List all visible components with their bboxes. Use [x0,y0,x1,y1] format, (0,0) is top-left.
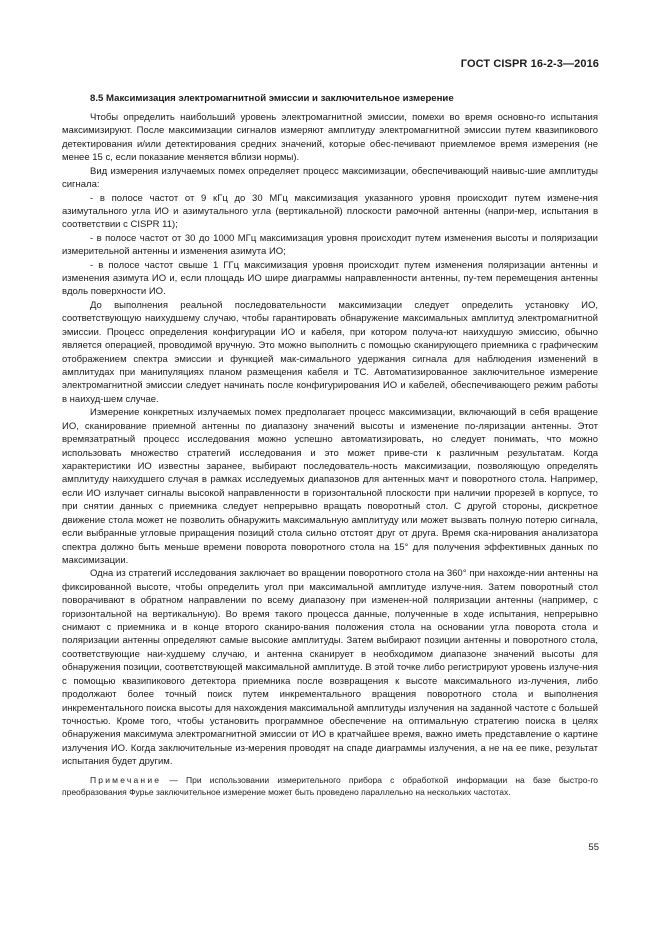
list-item: - в полосе частот от 9 кГц до 30 МГц максимизация указанного уровня происходит путем измене-ния азимутального угла ИО и азимутального угла (вертикальной) плоскости рамочной антенны (напри-мер, испытания в соответствии с CISPR 11); [62,192,598,231]
page-number: 55 [588,842,599,853]
note-text: При использовании измерительного прибора с обработкой информации на базе быстро-го преобразования Фурье заключительное измерение может быть проведено параллельно на нескольких частотах. [62,774,598,797]
note-label: Примечание [90,774,162,785]
document-code: ГОСТ CISPR 16-2-3—2016 [460,58,599,70]
section-heading: 8.5 Максимизация электромагнитной эмиссии и заключительное измерение [90,93,454,104]
paragraph: Чтобы определить наибольший уровень электромагнитной эмиссии, помехи во время основно-го испытания максимизируют. После максимизации сигналов измеряют амплитуду электромагнитной эмиссии путем квазипикового детектирования и/или детектирования средних значений, которые обес-печивают приемлемое время измерения (не менее 15 с, если показание меняется вблизи нормы). [62,112,598,164]
note [62,774,598,798]
note-dash: — [161,774,187,785]
paragraph: Вид измерения излучаемых помех определяет процесс максимизации, обеспечивающий наивыс-шие амплитуды сигнала: [62,165,598,191]
list-item: - в полосе частот свыше 1 ГГц максимизация уровня происходит путем изменения поляризации антенны и изменения азимута ИО и, если площадь ИО шире диаграммы направленности антенны, пу-тем перемещения антенны вдоль поверхности ИО. [62,259,598,298]
paragraph: Одна из стратегий исследования заключает во вращении поворотного стола на 360° при нахожде-нии антенны на фиксированной высоте, чтобы определить угол при максимальной амплитуде излуче-ния. Затем поворотный стол поворачивают в обратном направлении по всему диапазону при изменен-ной поляризации антенны (например, с горизонтальной на вертикальную). Во время такого процесса данные, полученные в ходе испытания, непрерывно снимают с приемника и в конце второго сканиро-вания положения стола на основании угла поворота стола и поляризации антенны определяют самые высокие амплитуды. Затем выбирают позиции антенны и поворотного стола, соответствующие наи-худшему случаю, и антенна сканирует в необходимом диапазоне значений высоты для обнаружения позиции, соответствующей максимальной амплитуде. В этой точке либо регистрируют уровень излуче-ния с помощью квазипикового детектора приемника после возвращения к высоте максимального из-лучения, либо продолжают более точный поиск путем инкрементального вращения поворотного стола и выполнения инкрементального поиска высоты для нахождения максимальной амплитуды излучения на заданной частоте с большей точностью. Кроме того, чтобы установить программное обеспечение на оптимальную стратегию поиска в целях обнаружения максимума электромагнитной эмиссии от ИО в кратчайшее время, важно иметь представление о картине излучения ИО. Когда заключительные из-мерения проводят на спаде диаграммы излучения, а не на ее пике, результат испытания будет другим. [62,568,598,768]
page-content [62,92,598,798]
paragraph: До выполнения реальной последовательности максимизации следует определить установку ИО, соответствующую наихудшему случаю, чтобы гарантировать обнаружение максимальных амплитуд электромагнитной эмиссии. Процесс определения конфигурации ИО и кабеля, при котором получа-ют наихудшую эмиссию, обычно является операцией, проводимой вручную. Это можно выполнить с помощью сканирующего приемника с графическим отображением спектра эмиссии и функцией мак-симального удержания сигнала для наблюдения изменений в амплитудах при манипуляциях планом размещения кабеля и ТС. Автоматизированное заключительное измерение электромагнитной эмиссии следует начинать после конфигурирования ИО и кабелей, обеспечивающего режим работы в наихуд-шем случае. [62,299,598,405]
paragraph: Измерение конкретных излучаемых помех предполагает процесс максимизации, включающий в себя вращение ИО, сканирование приемной антенны по диапазону значений высоты и изменение по-ляризации антенны. Этот времязатратный процесс исследования можно успешно автоматизировать, но следует понимать, что можно использовать множество стратегий исследования и это может приве-сти к различным результатам. Когда характеристики ИО известны заранее, выбирают последователь-ность максимизации, позволяющую определять амплитуду наихудшего случая в рамках исследуемых диапазонов для антенных мачт и поворотного стола. Например, если ИО излучает сигналы высокой направленности в горизонтальной плоскости при наличии прорезей в корпусе, то при снятии данных с приемника следует непрерывно вращать поворотный стол. С другой стороны, дискретное движение стола может не позволить обнаружить максимальную амплитуду или может вызвать полную потерю сигнала, если выбранные угловые приращения позиций стола сильно отстоят друг от друга. Время ска-нирования анализатора спектра должно быть меньше времени поворота поворотного стола на 15° для получения эффективных данных по максимизации. [62,407,598,566]
list-item: - в полосе частот от 30 до 1000 МГц максимизация уровня происходит путем изменения высоты и поляризации измерительной антенны и изменения азимута ИО; [62,232,598,258]
